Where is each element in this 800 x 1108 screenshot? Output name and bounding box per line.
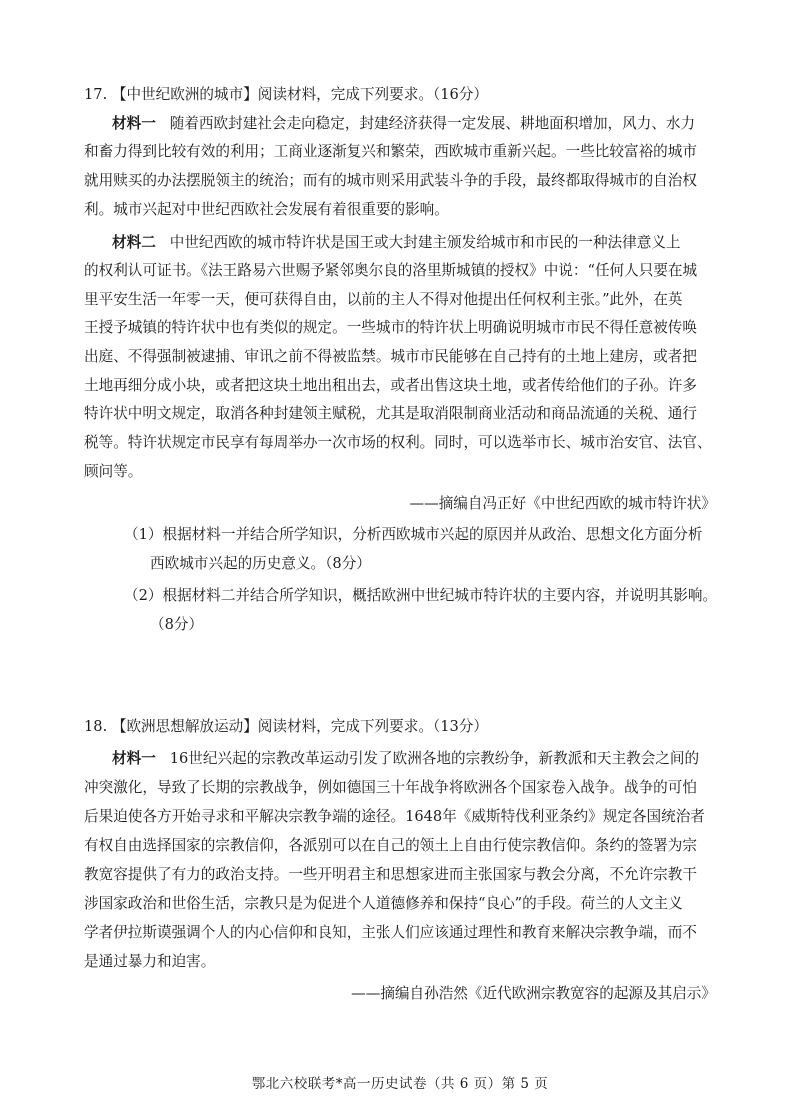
material-line: 教宽容提供了有力的政治支持。一些开明君主和思想家进而主张国家与教会分离，不允许宗教干 [84, 866, 697, 883]
material-line: 后果迫使各方开始寻求和平解决宗教争端的途径。1648年《威斯特伐利亚条约》规定各国统治者 [84, 808, 705, 825]
material-line: 特许状中明文规定，取消各种封建领主赋税，尤其是取消限制商业活动和商品流通的关税、通行 [84, 405, 697, 422]
question-title: 【中世纪欧洲的城市】阅读材料，完成下列要求。（16分） [111, 86, 488, 103]
source-citation: ——摘编自孙浩然《近代欧洲宗教宽容的起源及其启示》 [351, 985, 716, 1002]
source-citation: ——摘编自冯正好《中世纪西欧的城市特许状》 [409, 495, 716, 512]
material-line: 里平安生活一年零一天，便可获得自由，以前的主人不得对他提出任何权利主张。”此外，在英 [84, 291, 683, 308]
material-label: 材料二 [112, 234, 156, 251]
question-18-header [84, 720, 488, 735]
sub-question-1-cont: 西欧城市兴起的历史意义。（8分） [150, 555, 371, 572]
question-number: 17. [84, 86, 108, 103]
material-line: 和畜力得到比较有效的利用；工商业逐渐复兴和繁荣，西欧城市重新兴起。一些比较富裕的城市 [84, 143, 697, 160]
material-line: 土地再细分成小块，或者把这块土地出租出去，或者出售这块土地，或者传给他们的子孙。许多 [84, 377, 697, 394]
material-line: 材料二 中世纪西欧的城市特许状是国王或大封建主颁发给城市和市民的一种法律意义上 [112, 234, 681, 251]
page-footer: 鄂北六校联考*高一历史试卷（共 6 页）第 5 页 [251, 1076, 549, 1092]
material-label: 材料一 [112, 750, 156, 767]
sub-question-2-cont: （8分） [150, 616, 204, 633]
question-number: 18. [84, 718, 108, 735]
material-line: 材料一 16世纪兴起的宗教改革运动引发了欧洲各地的宗教纷争，新教派和天主教会之间的 [112, 750, 700, 767]
material-line: 的权利认可证书。《法王路易六世赐予紧邻奥尔良的洛里斯城镇的授权》中说：“任何人只要在城 [84, 262, 698, 279]
sub-question-2: （2）根据材料二并结合所学知识，概括欧洲中世纪城市特许状的主要内容，并说明其影响。 [124, 587, 718, 604]
material-line: 税等。特许状规定市民享有每周举办一次市场的权利。同时，可以选举市长、城市治安官、法官、 [84, 434, 712, 451]
material-label: 材料一 [112, 115, 156, 132]
material-line: 顾问等。 [84, 463, 143, 480]
material-line: 材料一 随着西欧封建社会走向稳定，封建经济获得一定发展、耕地面积增加，风力、水力 [112, 115, 696, 132]
material-line: 就用赎买的办法摆脱领主的统治；而有的城市则采用武装斗争的手段，最终都取得城市的自治权 [84, 172, 697, 189]
material-line: 有权自由选择国家的宗教信仰，各派别可以在自己的领土上自由行使宗教信仰。条约的签署为宗 [84, 837, 697, 854]
material-line: 出庭、不得强制被逮捕、审讯之前不得被监禁。城市市民能够在自己持有的土地上建房，或者把 [84, 348, 697, 365]
sub-question-1: （1）根据材料一并结合所学知识，分析西欧城市兴起的原因并从政治、思想文化方面分析 [124, 526, 703, 543]
question-17-header [84, 88, 488, 103]
material-line: 冲突激化，导致了长期的宗教战争，例如德国三十年战争将欧洲各个国家卷入战争。战争的可怕 [84, 779, 697, 796]
material-line: 是通过暴力和迫害。 [84, 953, 216, 970]
material-line: 涉国家政治和世俗生活，宗教只是为促进个人道德修养和保持“良心”的手段。荷兰的人文主义 [84, 895, 683, 912]
question-title: 【欧洲思想解放运动】阅读材料，完成下列要求。（13分） [111, 718, 488, 735]
material-line: 王授予城镇的特许状中也有类似的规定。一些城市的特许状上明确说明城市市民不得任意被传唤 [84, 319, 697, 336]
material-line: 学者伊拉斯谟强调个人的内心信仰和良知，主张人们应该通过理性和教育来解决宗教争端，而不 [84, 924, 697, 941]
material-line: 利。城市兴起对中世纪西欧社会发展有着很重要的影响。 [84, 201, 449, 218]
